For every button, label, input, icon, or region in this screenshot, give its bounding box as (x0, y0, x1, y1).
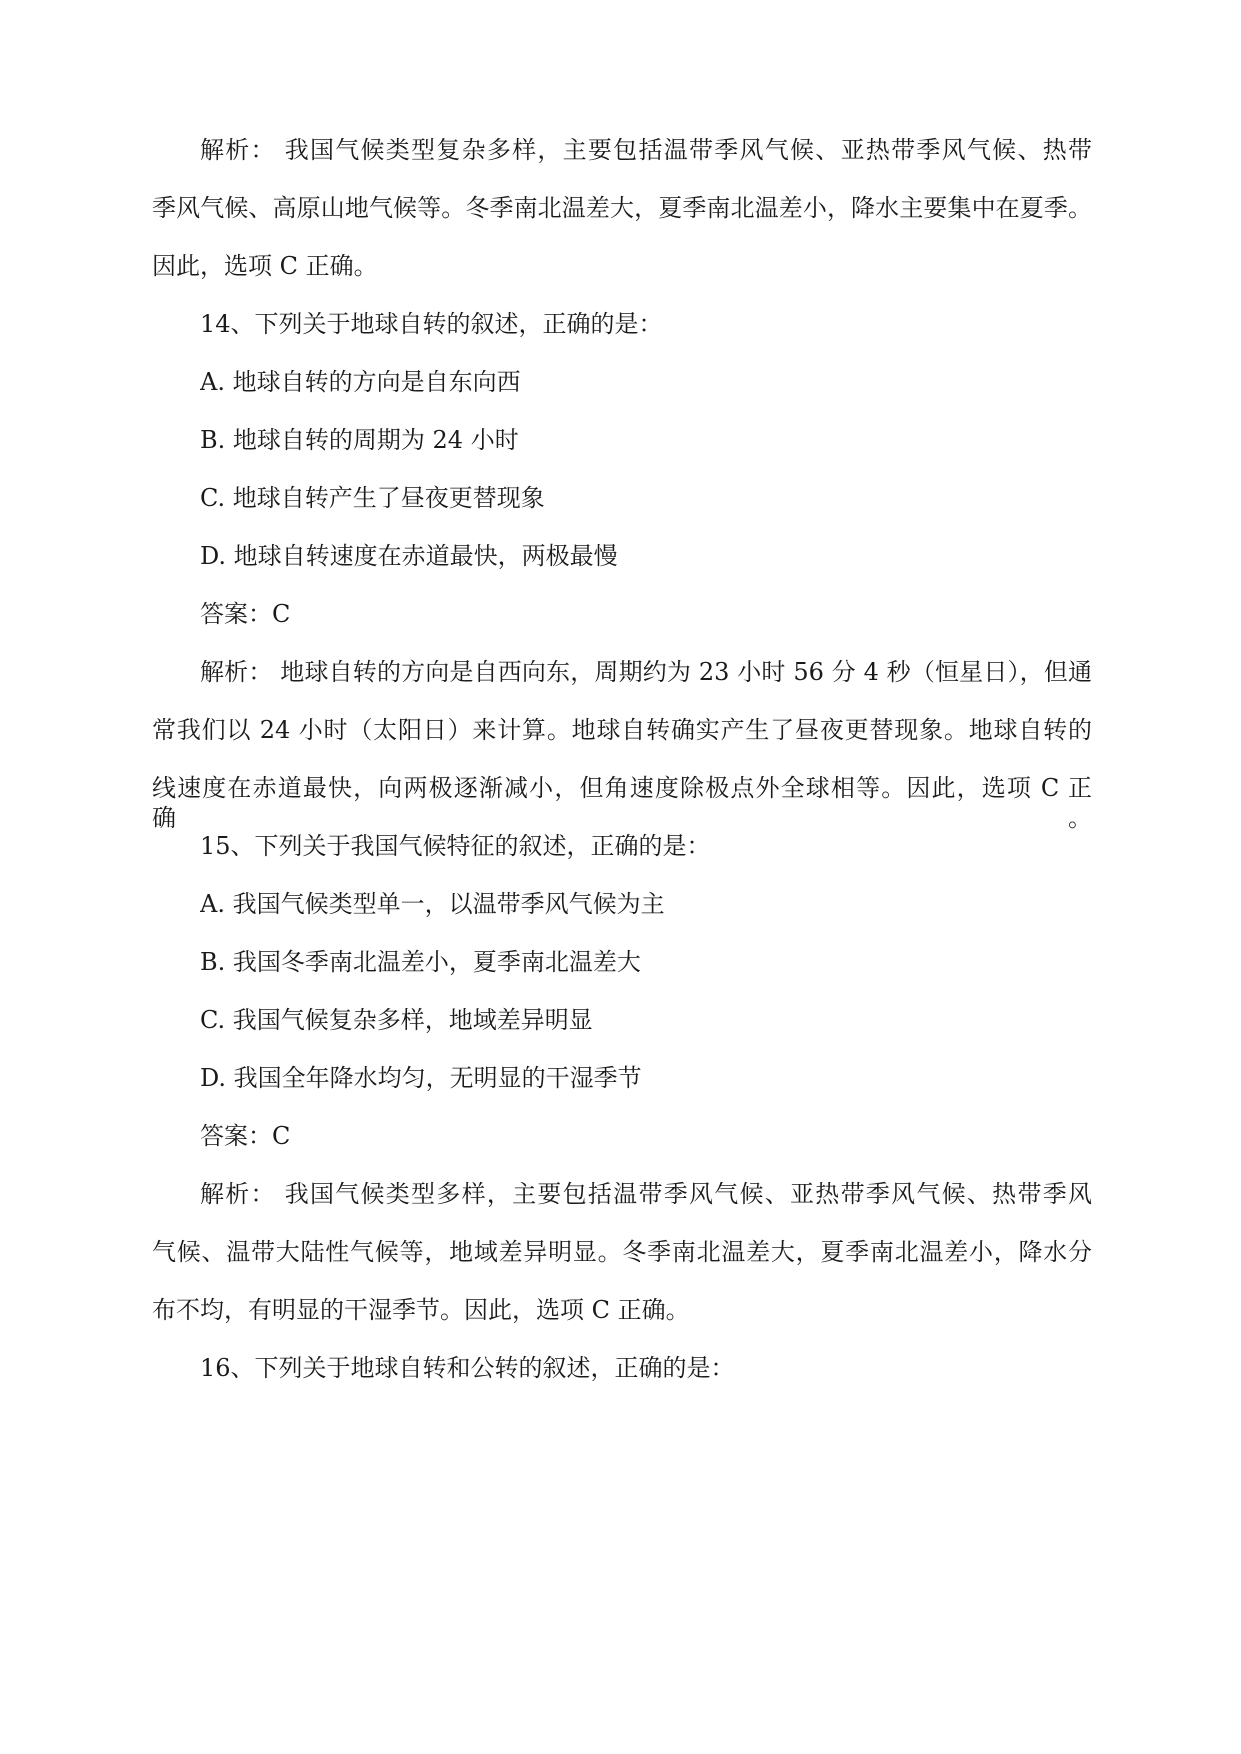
q14-option-d: D. 地球自转速度在赤道最快，两极最慢 (200, 542, 618, 570)
q15-option-b: B. 我国冬季南北温差小，夏季南北温差大 (200, 948, 641, 976)
q15-answer: 答案：C (200, 1122, 291, 1150)
q15-question: 15、下列关于我国气候特征的叙述，正确的是： (200, 832, 711, 860)
q16-question: 16、下列关于地球自转和公转的叙述，正确的是： (200, 1354, 735, 1382)
q14-option-c: C. 地球自转产生了昼夜更替现象 (200, 484, 545, 512)
q15-explanation-line-3: 布不均，有明显的干湿季节。因此，选项 C 正确。 (152, 1296, 690, 1324)
q15-explanation-line-1: 解析： 我国气候类型多样，主要包括温带季风气候、亚热带季风气候、热带季风 (200, 1180, 1092, 1208)
q14-option-a: A. 地球自转的方向是自东向西 (200, 368, 521, 396)
q14-explanation-line-3: 线速度在赤道最快，向两极逐渐减小，但角速度除极点外全球相等。因此，选项 C 正确。 (152, 774, 1092, 832)
q14-answer: 答案：C (200, 600, 291, 628)
q14-explanation-line-1: 解析： 地球自转的方向是自西向东，周期约为 23 小时 56 分 4 秒（恒星日），但通 (200, 658, 1092, 686)
q13-explanation-line-1: 解析： 我国气候类型复杂多样，主要包括温带季风气候、亚热带季风气候、热带 (200, 136, 1092, 164)
q14-option-b: B. 地球自转的周期为 24 小时 (200, 426, 519, 454)
q15-explanation-line-2: 气候、温带大陆性气候等，地域差异明显。冬季南北温差大，夏季南北温差小，降水分 (152, 1238, 1092, 1266)
q13-explanation-line-3: 因此，选项 C 正确。 (152, 252, 378, 280)
q15-option-a: A. 我国气候类型单一，以温带季风气候为主 (200, 890, 665, 918)
q13-explanation-line-2: 季风气候、高原山地气候等。冬季南北温差大，夏季南北温差小，降水主要集中在夏季。 (152, 194, 1092, 222)
q14-explanation-line-2: 常我们以 24 小时（太阳日）来计算。地球自转确实产生了昼夜更替现象。地球自转的 (152, 716, 1092, 744)
q14-question: 14、下列关于地球自转的叙述，正确的是： (200, 310, 663, 338)
q15-option-d: D. 我国全年降水均匀，无明显的干湿季节 (200, 1064, 642, 1092)
q15-option-c: C. 我国气候复杂多样，地域差异明显 (200, 1006, 593, 1034)
